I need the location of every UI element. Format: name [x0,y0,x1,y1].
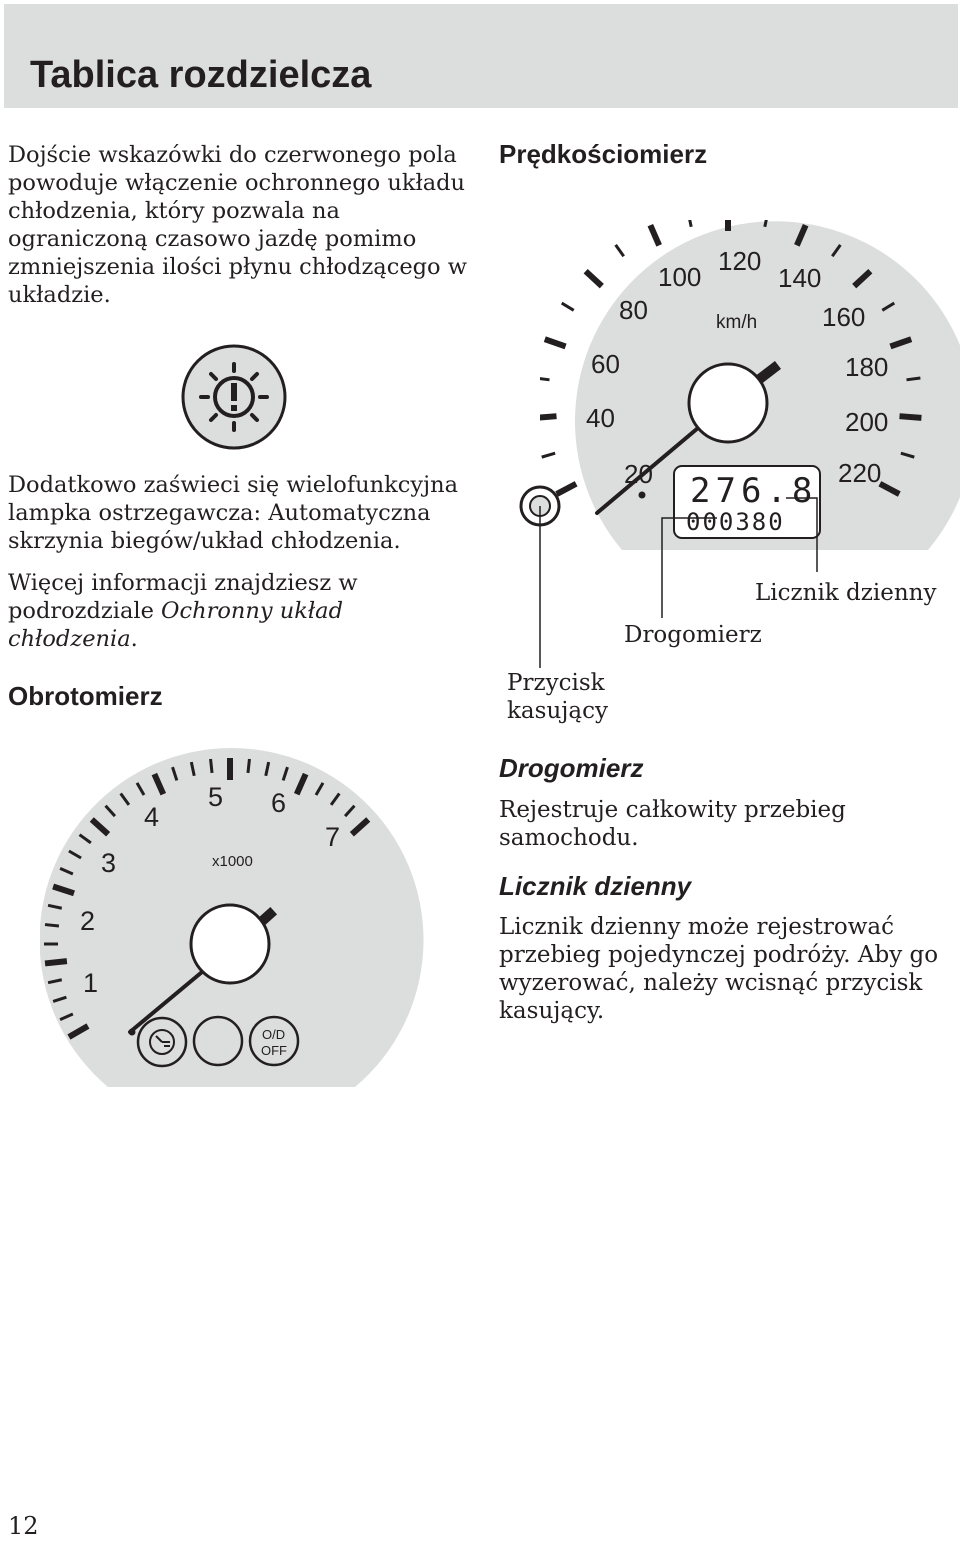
speed-label: 40 [586,403,615,433]
speed-label: 100 [658,262,702,292]
od-off-line2: OFF [261,1043,287,1058]
speed-label: 20 [624,459,653,489]
intro-line: Dojście wskazówki do czerwonego pola [8,142,457,168]
major-tick [650,225,659,245]
rpm-label: 7 [325,822,341,852]
trip-counter-heading: Licznik dzienny [499,871,692,901]
rpm-label: 3 [101,848,117,878]
page-title: Tablica rozdzielcza [30,54,372,96]
speedometer-hub [689,364,767,442]
page-number: 12 [8,1512,39,1540]
speed-label: 200 [845,407,889,437]
speed-label: 80 [619,295,648,325]
lamp-paragraph [8,471,458,555]
speed-label: 120 [718,246,762,276]
odometer-leader-line [662,518,717,618]
warning-lamp-icon [179,342,289,452]
minor-tick [211,759,212,773]
rpm-multiplier: x1000 [212,853,253,870]
intro-line: zmniejszenia ilości płynu chłodzącego w [8,254,467,280]
more-info-prefix: podrozdziale [8,598,162,624]
more-info-paragraph [8,569,358,653]
od-off-line1: O/D [262,1027,286,1042]
speed-label: 180 [845,352,889,382]
minor-tick [45,925,59,926]
lamp-line: Dodatkowo zaświeci się wielofunkcyjna [8,472,458,498]
rpm-label: 5 [208,782,224,812]
intro-paragraph [8,141,467,309]
speed-label: 140 [778,263,822,293]
odometer-heading: Drogomierz [499,753,644,783]
trip-counter-callout: Licznik dzienny [755,580,937,606]
major-tick [540,416,557,418]
more-info-line [8,625,358,653]
minor-tick [540,378,549,380]
speed-label: 220 [838,458,882,488]
rpm-label: 2 [80,906,96,936]
minor-tick [907,378,921,380]
tachometer-dot [129,1029,136,1036]
trip-line: kasujący. [499,998,605,1024]
intro-line: chłodzenia, który pozwala na [8,198,340,224]
trip-line: Licznik dzienny może rejestrować [499,914,894,940]
more-info-line: Więcej informacji znajdziesz w [8,570,358,596]
odometer-line: Rejestruje całkowity przebieg [499,797,846,823]
minor-tick [562,303,574,310]
reset-callout-line: kasujący [507,698,608,724]
intro-line: ograniczoną czasowo jazdę pomimo [8,226,417,252]
blank-indicator-lamp [194,1017,242,1065]
speed-label: 160 [822,302,866,332]
speed-label: 60 [591,349,620,379]
lamp-line: skrzynia biegów/układ chłodzenia. [8,528,401,554]
cruise-control-icon [138,1018,186,1066]
minor-tick [542,453,555,457]
tachometer-heading: Obrotomierz [8,681,163,711]
major-tick [586,271,602,286]
reset-callout-line: Przycisk [507,670,605,696]
more-info-suffix: . [130,626,138,652]
major-tick [545,339,566,346]
tachometer-hub [191,905,269,983]
minor-tick [248,759,249,773]
speedometer-heading: Prędkościomierz [499,139,708,169]
speed-unit: km/h [716,312,758,333]
trip-line: przebieg pojedynczej podróży. Aby go [499,942,939,968]
intro-line: powoduje włączenie ochronnego układu [8,170,466,196]
major-tick [45,961,67,963]
trip-leader-line [786,498,817,572]
reset-button-callout [507,669,608,725]
section-reference-end: chłodzenia [8,626,131,652]
minor-tick [688,220,691,227]
rpm-label: 4 [144,802,160,832]
trip-line: wyzerować, należy wcisnąć przycisk [499,970,923,996]
major-tick [899,416,921,418]
more-info-line [8,597,358,625]
odometer-display: 000380 [686,508,785,536]
odometer-line: samochodu. [499,825,639,851]
trip-display: 276.8 [690,471,818,511]
rpm-label: 6 [271,788,287,818]
tachometer-gauge [40,742,440,1092]
rpm-label: 1 [83,968,99,998]
odometer-callout: Drogomierz [624,622,762,648]
section-reference: Ochronny układ [161,598,343,624]
odometer-paragraph [499,796,846,852]
trip-counter-paragraph [499,913,938,1025]
intro-line: układzie. [8,282,111,308]
minor-tick [616,245,624,256]
lamp-line: lampka ostrzegawcza: Automatyczna [8,500,431,526]
